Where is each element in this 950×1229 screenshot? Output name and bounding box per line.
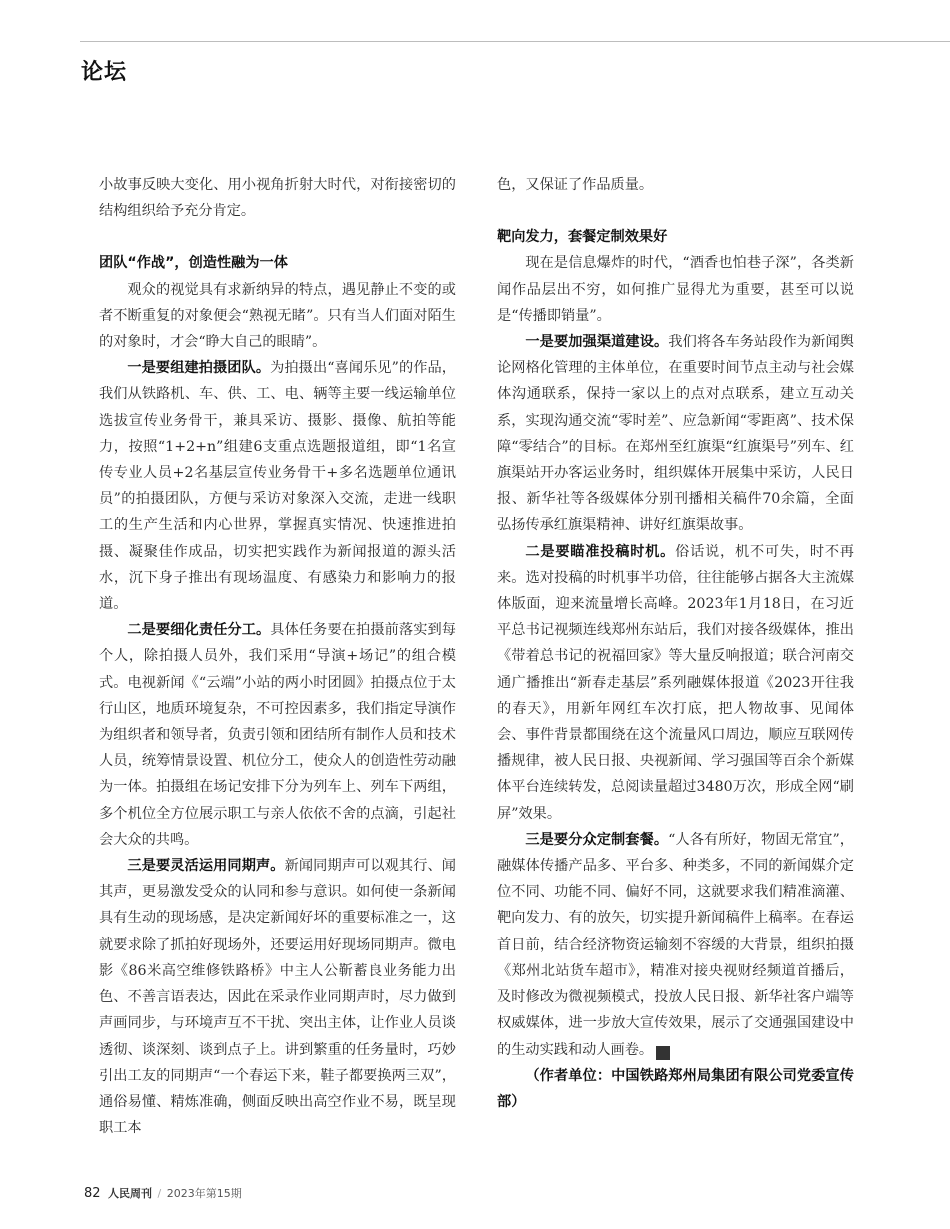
issue-label: 2023年第15期 [166, 1187, 242, 1200]
section-heading: 团队“作战”，创造性融为一体 [99, 255, 288, 272]
lead-phrase: 一是要组建拍摄团队。 [127, 360, 271, 377]
lead-phrase: 二是要细化责任分工。 [127, 622, 271, 639]
top-rule [80, 41, 950, 42]
paragraph: 三是要灵活运用同期声。新闻同期声可以观其行、闻其声，更易激发受众的认同和参与意识。如何使一条新闻具有生动的现场感，是决定新闻好坏的重要标准之一，这就要求除了抓拍好现场外，还要运用好现场同期声。微电影《86米高空维修铁路桥》中主人公靳蓄良业务能力出色、不善言语表达，因此在采录作业同期声时，尽力做到声画同步，与环境声互不干扰、突出主体，让作业人员谈透彻、谈深刻、谈到点子上。讲到繁重的任务量时，巧妙引出工友的同期声“一个春运下来，鞋子都要换两三双”，通俗易懂、精炼准确，侧面反映出高空作业不易，既呈现职工本 [99, 858, 456, 1137]
author-affiliation: （作者单位：中国铁路郑州局集团有限公司党委宣传部） [497, 1067, 854, 1110]
page-footer [84, 1185, 242, 1201]
magazine-name: 人民周刊 [108, 1187, 153, 1200]
right-column [497, 172, 854, 1115]
paragraph: 三是要分众定制套餐。“人各有所好，物固无常宜”，融媒体传播产品多、平台多、种类多，不同的新闻媒介定位不同、功能不同、偏好不同，这就要求我们精准滴灌、靶向发力、有的放矢，切实提升新闻稿件上稿率。在春运首日前，结合经济物资运输刻不容缓的大背景，组织拍摄《郑州北站货车超市》，精准对接央视财经频道首播后，及时修改为微视频模式，投放人民日报、新华社客户端等权威媒体，进一步放大宣传效果，展示了交通强国建设中的生动实践和动人画卷。 K [497, 831, 854, 1058]
end-mark-icon: K [656, 1046, 670, 1060]
footer-separator: / [157, 1187, 162, 1200]
left-column [99, 172, 456, 1141]
paragraph: 观众的视觉具有求新纳异的特点，遇见静止不变的或者不断重复的对象便会“熟视无睹”。只有当人们面对陌生的对象时，才会“睁大自己的眼睛”。 [99, 281, 456, 351]
paragraph: 二是要瞄准投稿时机。俗话说，机不可失，时不再来。选对投稿的时机事半功倍，往往能够占据各大主流媒体版面，迎来流量增长高峰。2023年1月18日，在习近平总书记视频连线郑州东站后，我们对接各级媒体，推出《带着总书记的祝福回家》等大量反响报道；联合河南交通广播推出“新春走基层”系列融媒体报道《2023开往我的春天》，用新年网红车次打底，把人物故事、见闻体会、事件背景都围绕在这个流量风口周边，顺应互联网传播规律，被人民日报、央视新闻、学习强国等百余个新媒体平台连续转发，总阅读量超过3480万次，形成全网“刷屏”效果。 [497, 543, 854, 822]
lead-phrase: 三是要分众定制套餐。 [525, 831, 669, 848]
section-title: 论坛 [81, 60, 128, 85]
paragraph: 一是要组建拍摄团队。为拍摄出“喜闻乐见”的作品，我们从铁路机、车、供、工、电、辆等主要一线运输单位选拔宣传业务骨干，兼具采访、摄影、摄像、航拍等能力，按照“1+2+n”组建6支重点选题报道组，即“1名宣传专业人员+2名基层宣传业务骨干+多名选题单位通讯员”的拍摄团队，方便与采访对象深入交流，走进一线职工的生产生活和内心世界，掌握真实情况、快速推进拍摄、凝聚佳作成品，切实把实践作为新闻报道的源头活水，沉下身子推出有现场温度、有感染力和影响力的报道。 [99, 360, 456, 613]
paragraph: 一是要加强渠道建设。我们将各车务站段作为新闻舆论网格化管理的主体单位，在重要时间节点主动与社会媒体沟通联系，保持一家以上的点对点联系，建立互动关系，实现沟通交流“零时差”、应急新闻“零距离”、技术保障“零结合”的目标。在郑州至红旗渠“红旗渠号”列车、红旗渠站开办客运业务时，组织媒体开展集中采访，人民日报、新华社等各级媒体分别刊播相关稿件70余篇，全面弘扬传承红旗渠精神、讲好红旗渠故事。 [497, 334, 854, 534]
section-heading: 靶向发力，套餐定制效果好 [497, 229, 668, 246]
lead-phrase: 一是要加强渠道建设。 [525, 334, 669, 351]
paragraph: 二是要细化责任分工。具体任务要在拍摄前落实到每个人，除拍摄人员外，我们采用“导演+场记”的组合模式。电视新闻《“云端”小站的两小时团圆》拍摄点位于太行山区，地质环境复杂，不可控因素多，我们指定导演作为组织者和领导者，负责引领和团结所有制作人员和技术人员，统筹情景设置、机位分工，使众人的创造性劳动融为一体。拍摄组在场记安排下分为列车上、列车下两组，多个机位全方位展示职工与亲人依依不舍的点滴，引起社会大众的共鸣。 [99, 622, 456, 848]
lead-phrase: 三是要灵活运用同期声。 [127, 858, 285, 875]
page-number: 82 [84, 1186, 101, 1201]
paragraph: 小故事反映大变化、用小视角折射大时代，对衔接密切的结构组织给予充分肯定。 [99, 177, 456, 220]
lead-phrase: 二是要瞄准投稿时机。 [525, 543, 676, 560]
paragraph: 色，又保证了作品质量。 [497, 177, 654, 193]
paragraph: 现在是信息爆炸的时代，“酒香也怕巷子深”，各类新闻作品层出不穷，如何推广显得尤为重要，甚至可以说是“传播即销量”。 [497, 255, 854, 324]
